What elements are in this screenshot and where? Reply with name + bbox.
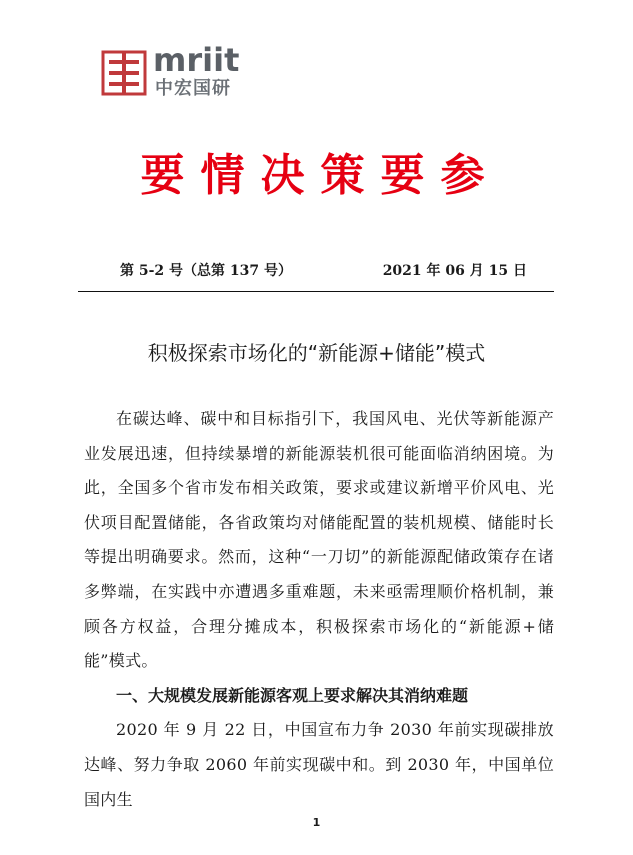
- mriit-logo-icon: [101, 50, 147, 96]
- page-number: 1: [312, 816, 321, 829]
- mriit-logo: [101, 41, 251, 106]
- article-title: 积极探索市场化的“新能源+储能”模式: [147, 341, 486, 365]
- article-paragraph: 在碳达峰、碳中和目标指引下，我国风电、光伏等新能源产业发展迅速，但持续暴增的新能源装机很可能面临消纳困境。为此，全国多个省市发布相关政策，要求或建议新增平价风电、光伏项目配置储能，各省政策均对储能配置的装机规模、储能时长等提出明确要求。然而，这种“一刀切”的新能源配储政策存在诸多弊端，在实践中亦遭遇多重难题，未来亟需理顺价格机制，兼顾各方权益，合理分摊成本，积极探索市场化的“新能源+储能”模式。: [84, 409, 554, 671]
- masthead-title: 要情决策要参: [140, 150, 501, 201]
- header-rule: [78, 291, 554, 292]
- article-body: [84, 402, 554, 817]
- logo-latin-text: mriit: [153, 41, 240, 79]
- section-paragraph: 2020 年 9 月 22 日，中国宣布力争 2030 年前实现碳排放达峰、努力争取 2060 年前实现碳中和。到 2030 年，中国单位国内生: [84, 720, 554, 809]
- issue-number: 第 5-2 号（总第 137 号）: [120, 263, 293, 279]
- logo-chinese-text: 中宏国研: [155, 78, 231, 99]
- section-heading: 一、大规模发展新能源客观上要求解决其消纳难题: [116, 685, 469, 705]
- issue-date: 2021 年 06 月 15 日: [382, 263, 527, 279]
